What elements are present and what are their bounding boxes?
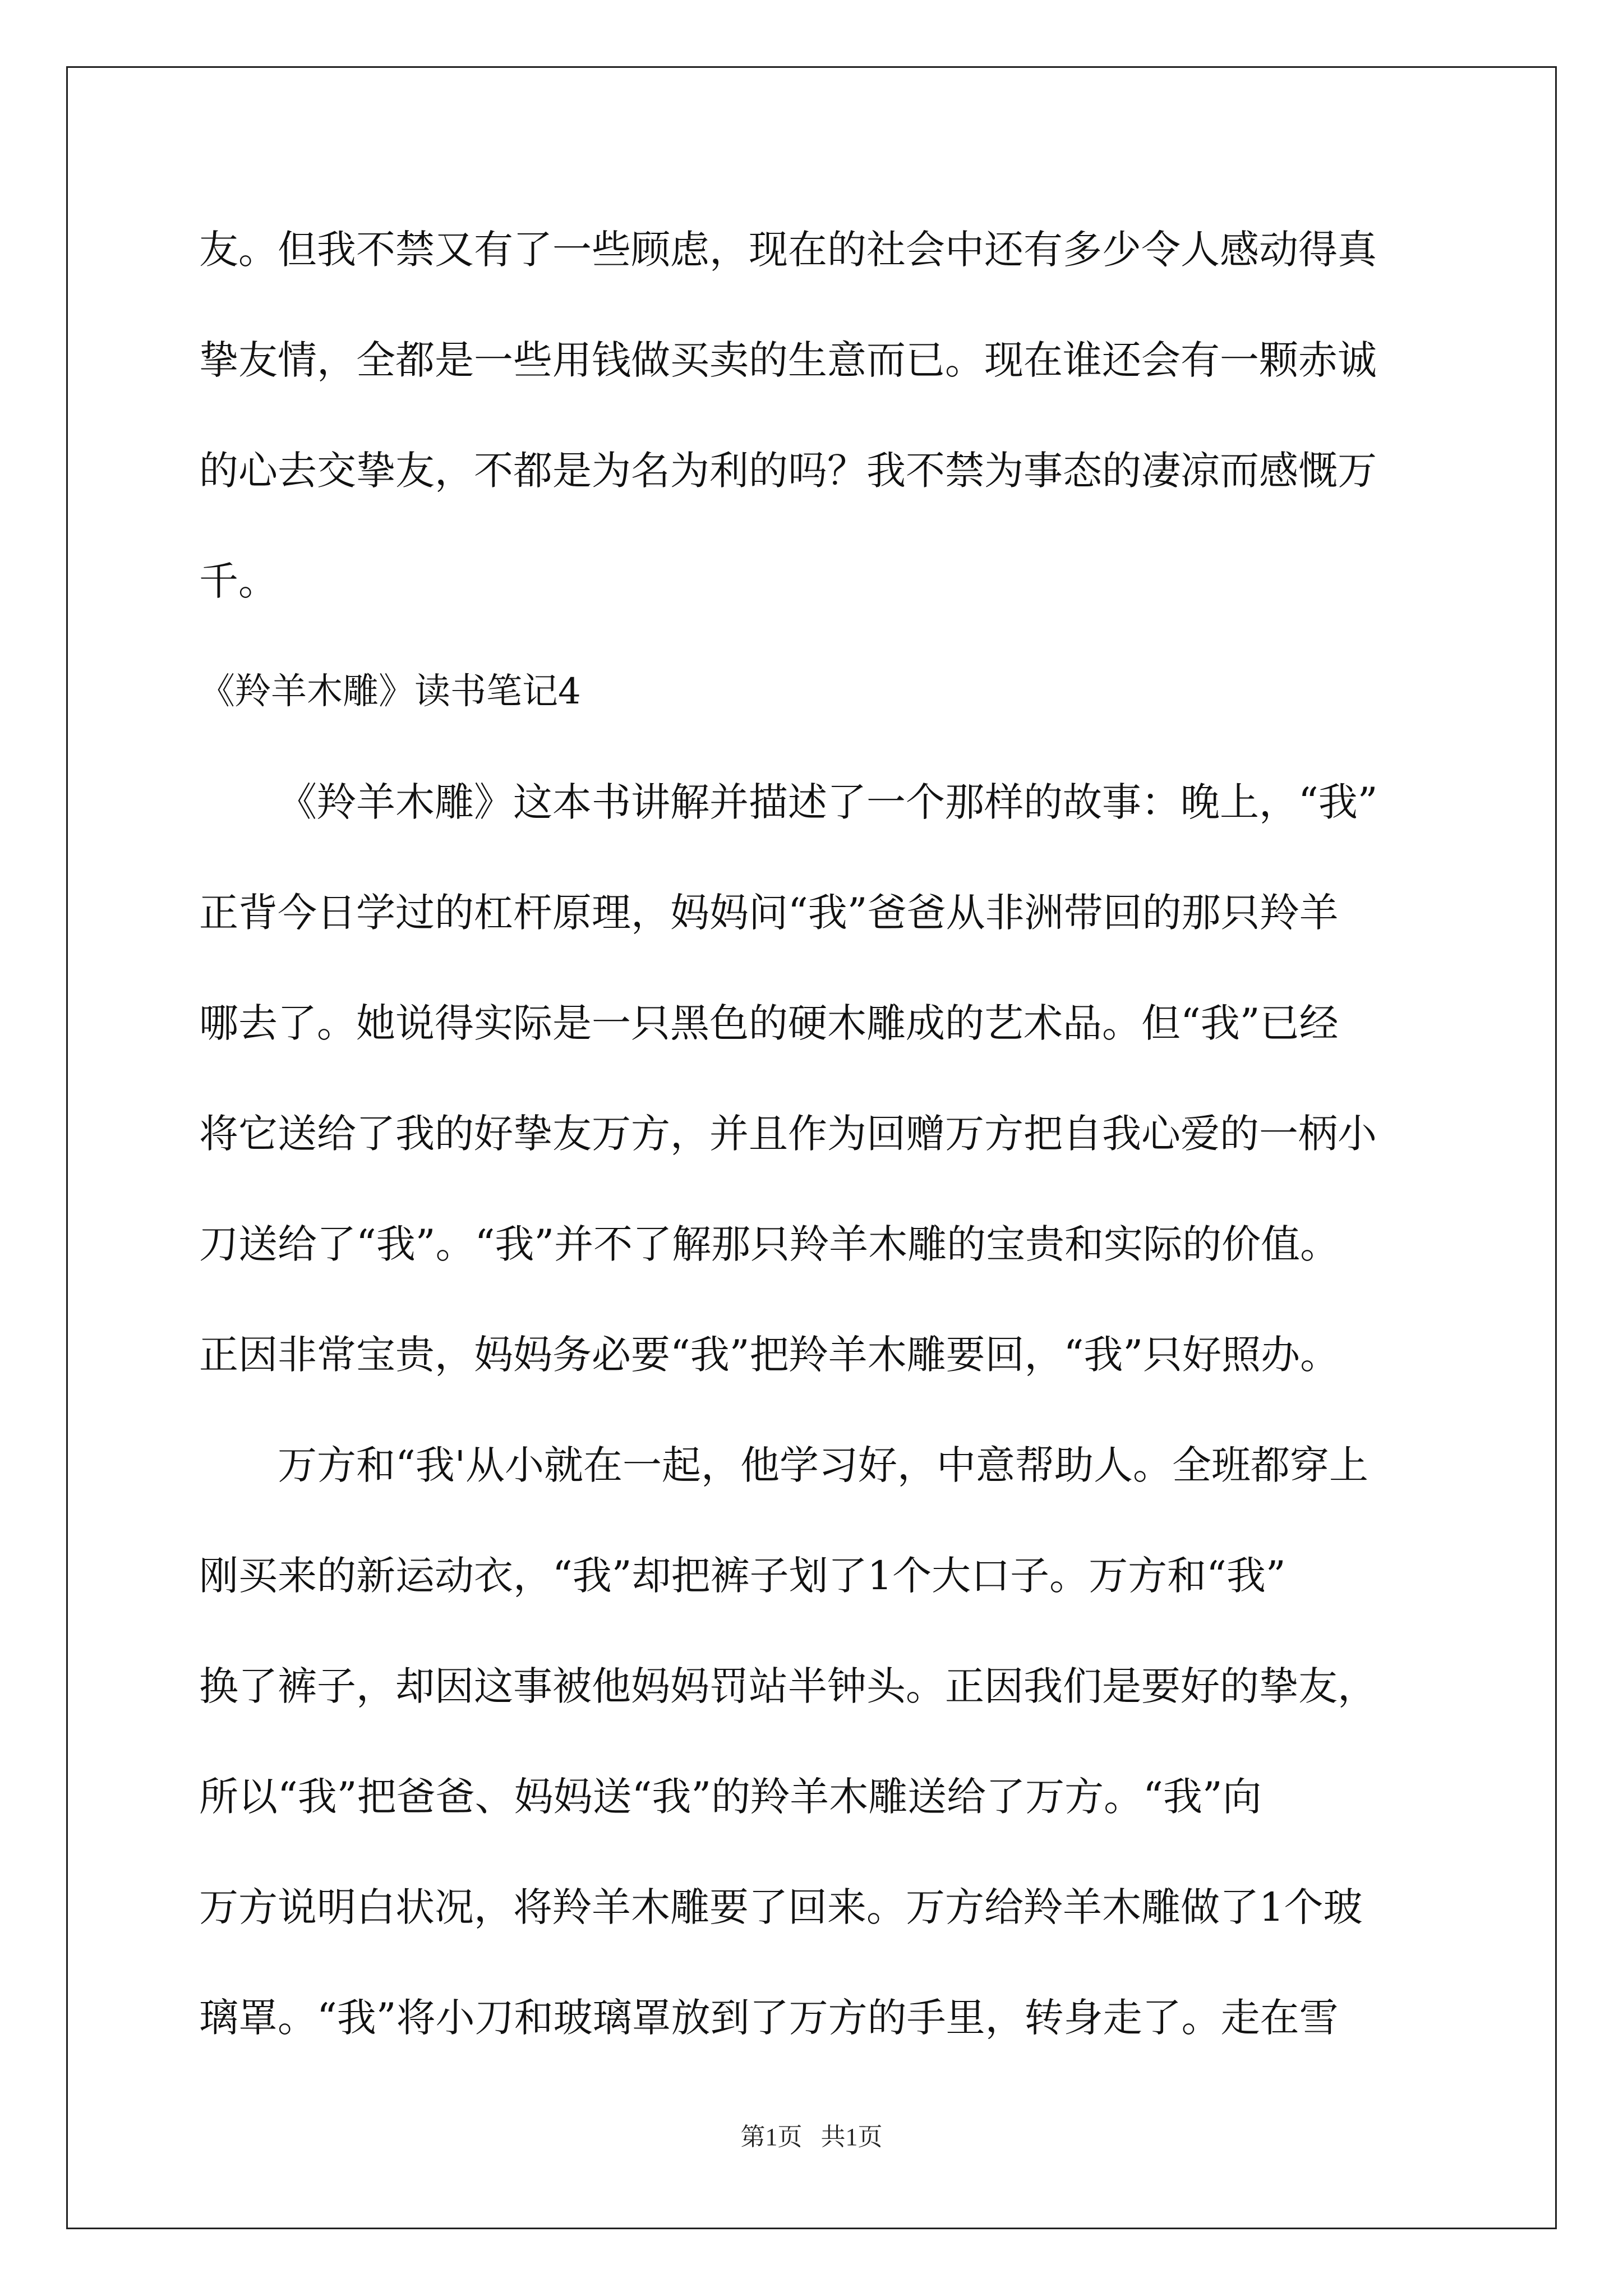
section-heading: 《羚羊木雕》读书笔记4	[199, 671, 581, 712]
text-line: 的心去交挚友，不都是为名为利的吗？我不禁为事态的凄凉而感慨万	[199, 448, 1377, 494]
text-line: 刀送给了“我”。“我”并不了解那只羚羊木雕的宝贵和实际的价值。	[199, 1221, 1340, 1267]
page-footer: 第1页 共1页	[740, 2123, 883, 2151]
text-line: 将它送给了我的好挚友万方，并且作为回赠万方把自我心爱的一柄小	[199, 1111, 1377, 1157]
text-line: 正背今日学过的杠杆原理，妈妈问“我”爸爸从非洲带回的那只羚羊	[199, 890, 1339, 936]
text-line: 璃罩。“我”将小刀和玻璃罩放到了万方的手里，转身走了。走在雪	[199, 1995, 1339, 2041]
text-line: 哪去了。她说得实际是一只黑色的硬木雕成的艺术品。但“我”已经	[199, 1000, 1339, 1046]
text-line: 刚买来的新运动衣，“我”却把裤子划了1个大口子。万方和“我”	[199, 1553, 1286, 1599]
text-line: 万方说明白状况，将羚羊木雕要了回来。万方给羚羊木雕做了1个玻	[199, 1884, 1363, 1930]
text-line: 《羚羊木雕》这本书讲解并描述了一个那样的故事：晚上，“我”	[278, 779, 1378, 825]
text-line: 万方和“我'从小就在一起，他学习好，中意帮助人。全班都穿上	[278, 1442, 1369, 1488]
text-line: 友。但我不禁又有了一些顾虑，现在的社会中还有多少令人感动得真	[199, 227, 1377, 273]
document-body	[199, 195, 1431, 2073]
text-line: 换了裤子，却因这事被他妈妈罚站半钟头。正因我们是要好的挚友，	[199, 1663, 1377, 1709]
text-line: 千。	[199, 558, 278, 604]
text-line: 正因非常宝贵，妈妈务必要“我”把羚羊木雕要回，“我”只好照办。	[199, 1332, 1340, 1378]
text-line: 挚友情，全都是一些用钱做买卖的生意而已。现在谁还会有一颗赤诚	[199, 337, 1377, 383]
text-line: 所以“我”把爸爸、妈妈送“我”的羚羊木雕送给了万方。“我”向	[199, 1774, 1262, 1820]
